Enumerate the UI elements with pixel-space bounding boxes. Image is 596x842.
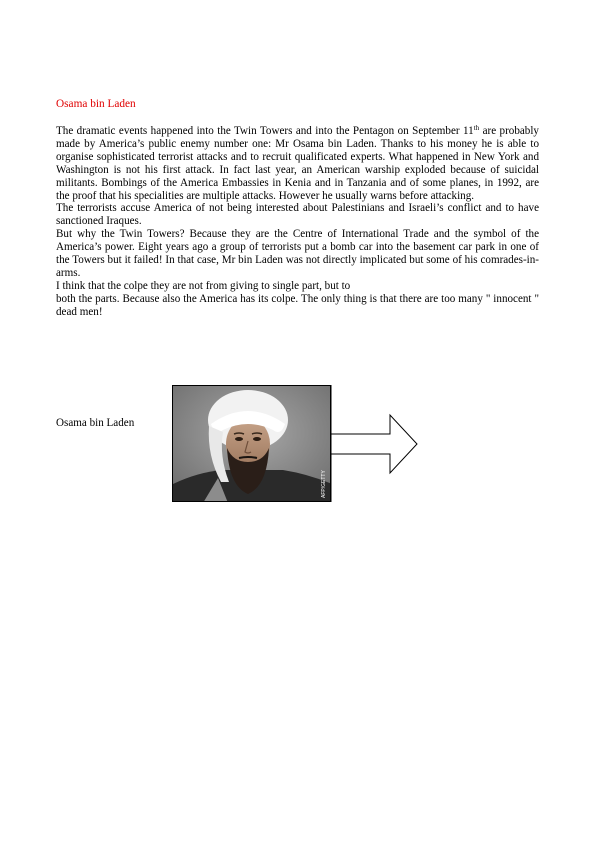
paragraph-2: The terrorists accuse America of not being interested about Palestinians and Israeli’s conflict and to have sanctioned Iraques. — [56, 202, 539, 228]
photo-caption: Osama bin Laden — [56, 417, 135, 429]
paragraph-1 — [56, 125, 539, 202]
paragraph-1-text-cont: are probably made by America’s public enemy number one: Mr Osama bin Laden. Thanks to his money he is able to organise sophisticated terrorist attacks and to recruit qualificated experts. What happened in New York and Washington is not his first attack. In fact last year, an American warship exploded because of suicidal militants. Bombings of the America Embassies in Kenia and in Tanzania and of some planes, in 1992, are the proof that his specialities are multiple attacks. However he usually warns before attacking. — [56, 125, 539, 202]
paragraph-5: both the parts. Because also the America has its colpe. The only thing is that there are too many " innocent " dead men! — [56, 292, 539, 318]
portrait-illustration — [173, 386, 331, 502]
paragraph-4: I think that the colpe they are not from giving to single part, but to — [56, 279, 351, 292]
document-title: Osama bin Laden — [56, 98, 136, 110]
paragraph-3: But why the Twin Towers? Because they are the Centre of International Trade and the symbol of the America’s power. Eight years ago a group of terrorists put a bomb car into the basement car park in one of the Towers but it failed! In that case, Mr bin Laden was not directly implicated but some of his comrades-in-arms. — [56, 228, 539, 279]
portrait-photo — [172, 385, 331, 502]
photo-credit: AFP/GETTY — [321, 470, 327, 498]
superscript-th: th — [473, 124, 480, 132]
paragraph-1-text: The dramatic events happened into the Twin Towers and into the Pentagon on September 11 — [56, 125, 474, 137]
article-body — [56, 125, 539, 319]
